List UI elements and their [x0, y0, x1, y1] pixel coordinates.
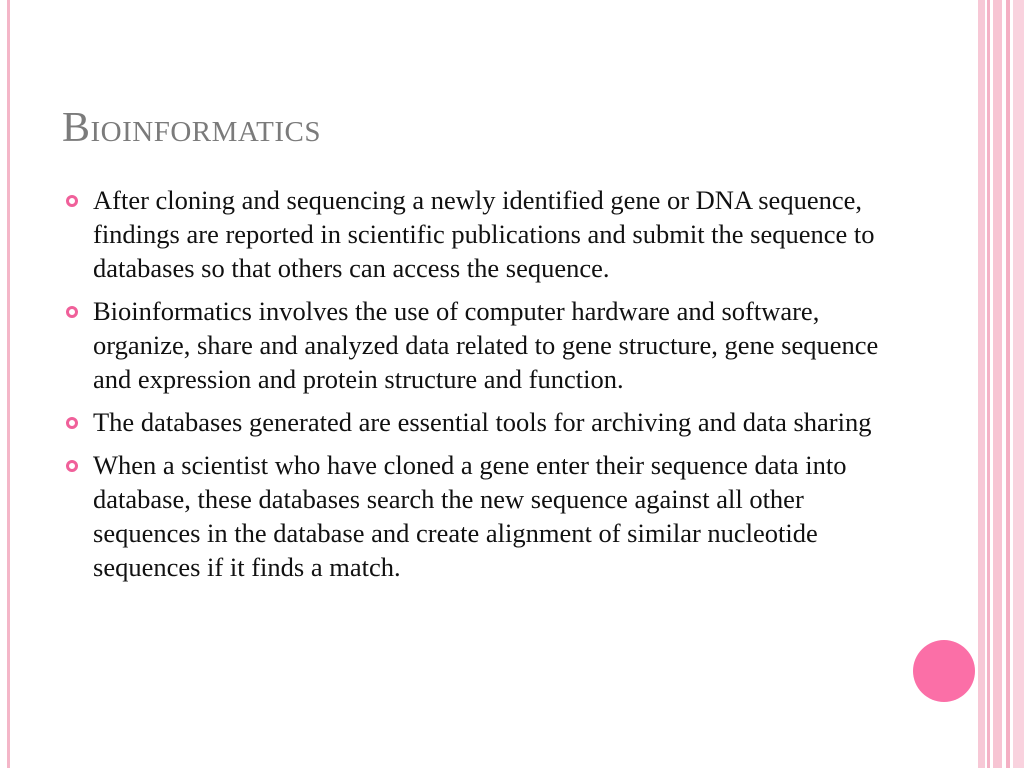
- bullet-circle-icon: [66, 195, 78, 207]
- slide-title: Bioinformatics: [62, 105, 321, 151]
- bullet-circle-icon: [66, 417, 78, 429]
- right-stripe-3: [993, 0, 1002, 768]
- bullet-text: When a scientist who have cloned a gene enter their sequence data into database, these databases search the new sequence against all other sequences in the database and create alignment of similar nucleotide sequences if it finds a match.: [93, 450, 847, 582]
- bullet-text: After cloning and sequencing a newly identified gene or DNA sequence, findings are reported in scientific publications and submit the sequence to databases so that others can access the sequence.: [93, 185, 875, 283]
- right-stripe-1: [978, 0, 985, 768]
- bullet-item: [62, 405, 892, 439]
- left-border-line: [7, 0, 10, 768]
- right-stripe-4: [1006, 0, 1010, 768]
- bullet-circle-icon: [66, 306, 78, 318]
- bullet-text: Bioinformatics involves the use of computer hardware and software, organize, share and analyzed data related to gene structure, gene sequence and expression and protein structure and function.: [93, 296, 879, 394]
- right-stripe-2: [987, 0, 990, 768]
- bullet-item: [62, 448, 892, 584]
- right-stripe-5: [1013, 0, 1024, 768]
- decorative-pink-circle: [913, 640, 975, 702]
- bullet-circle-icon: [66, 460, 78, 472]
- bullet-list: [62, 183, 892, 593]
- bullet-item: [62, 294, 892, 396]
- bullet-item: [62, 183, 892, 285]
- bullet-text: The databases generated are essential tools for archiving and data sharing: [93, 407, 872, 437]
